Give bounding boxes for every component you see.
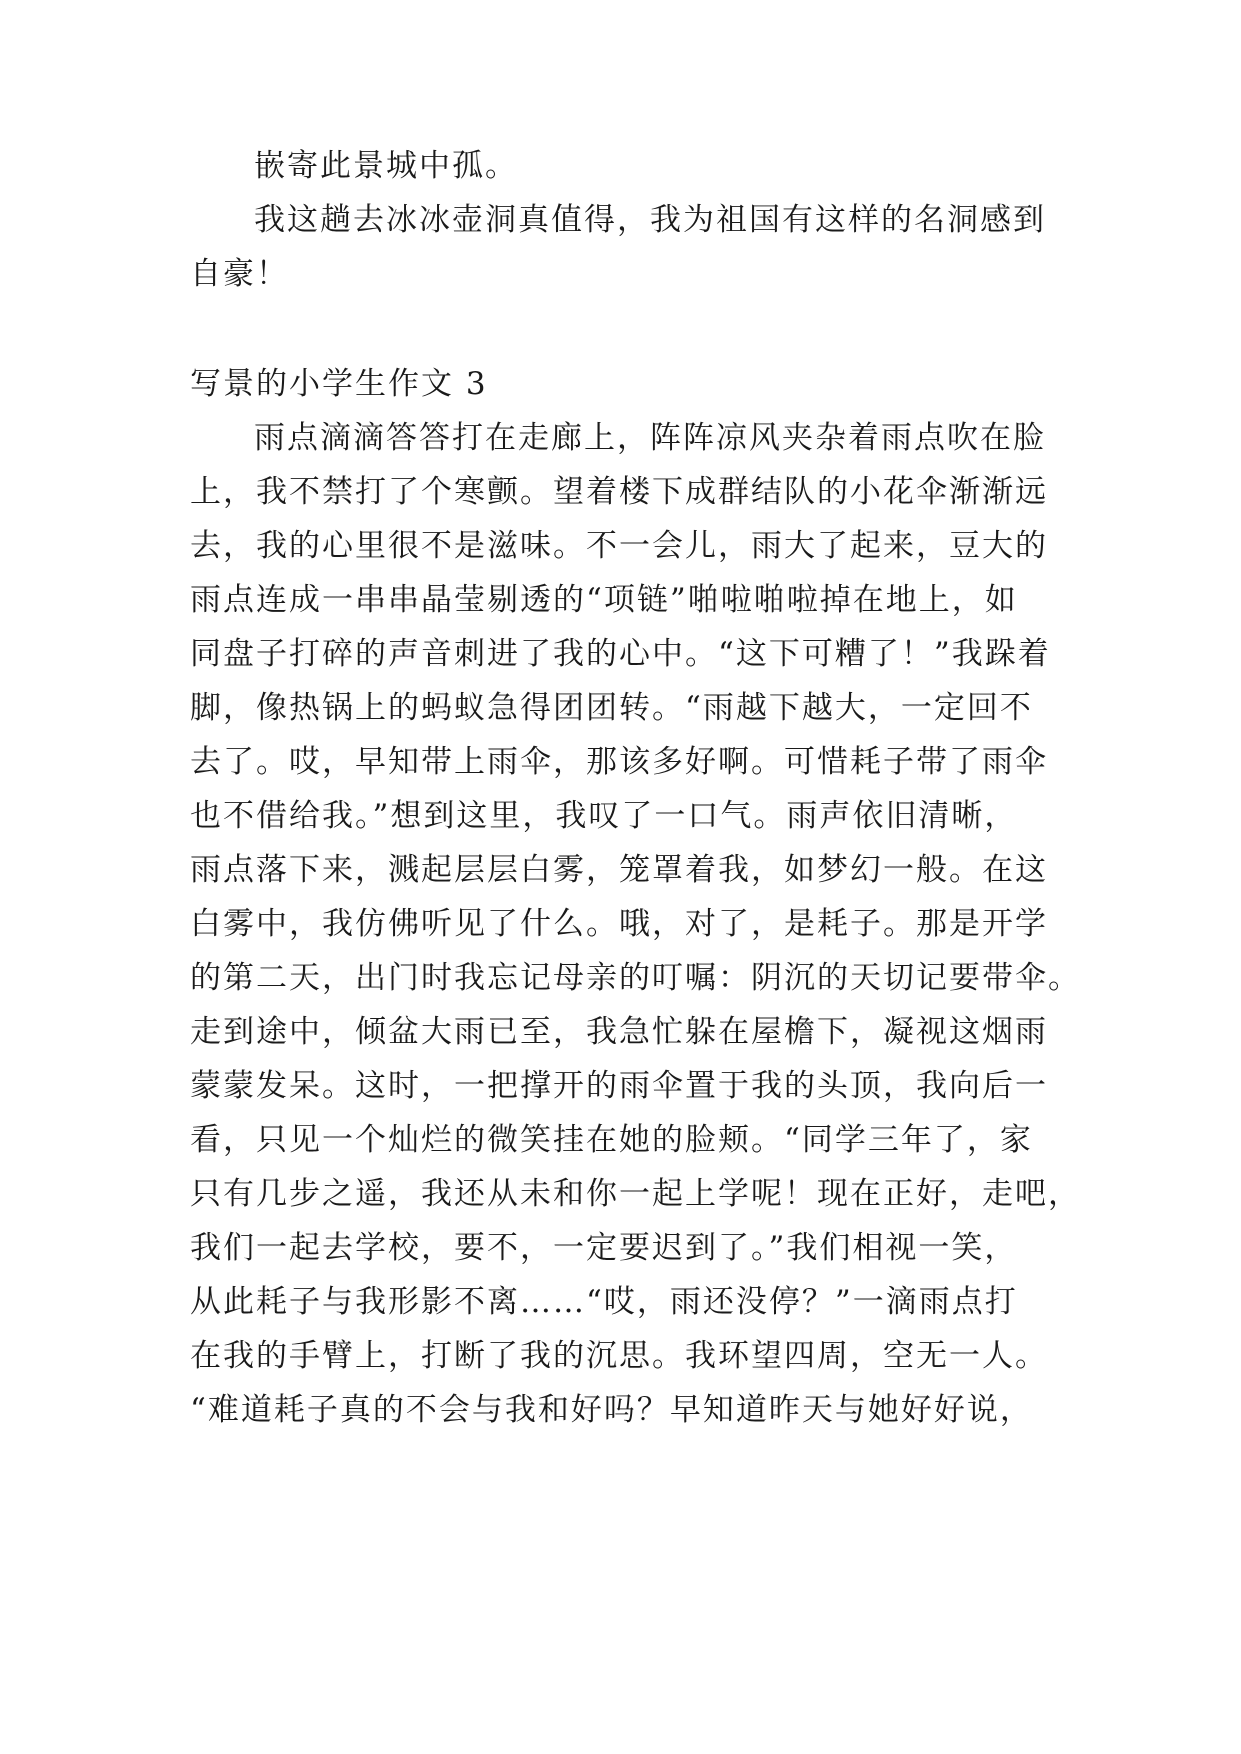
paragraph-line: 在我的手臂上，打断了我的沉思。我环望四周，空无一人。	[190, 1338, 1048, 1374]
paragraph-line: 去，我的心里很不是滋味。不一会儿，雨大了起来，豆大的	[190, 528, 1048, 564]
paragraph-line: “难道耗子真的不会与我和好吗？早知道昨天与她好好说，	[190, 1392, 1033, 1428]
paragraph-line: 雨点连成一串串晶莹剔透的“项链”啪啦啪啦掉在地上，如	[190, 582, 1018, 618]
paragraph-line: 从此耗子与我形影不离……“哎，雨还没停？”一滴雨点打	[190, 1284, 1018, 1320]
paragraph-line: 去了。哎，早知带上雨伞，那该多好啊。可惜耗子带了雨伞	[190, 744, 1048, 780]
paragraph-line: 同盘子打碎的声音刺进了我的心中。“这下可糟了！”我跺着	[190, 636, 1051, 672]
section-heading: 写景的小学生作文 3	[190, 366, 488, 402]
paragraph-line: 只有几步之遥，我还从未和你一起上学呢！现在正好，走吧，	[190, 1176, 1081, 1212]
paragraph-line: 的第二天，出门时我忘记母亲的叮嘱：阴沉的天切记要带伞。	[190, 960, 1081, 996]
paragraph-line: 蒙蒙发呆。这时，一把撑开的雨伞置于我的头顶，我向后一	[190, 1068, 1048, 1104]
paragraph-line: 看，只见一个灿烂的微笑挂在她的脸颊。“同学三年了，家	[190, 1122, 1033, 1158]
paragraph-line: 我们一起去学校，要不，一定要迟到了。”我们相视一笑，	[190, 1230, 1018, 1266]
paragraph-line: 走到途中，倾盆大雨已至，我急忙躲在屋檐下，凝视这烟雨	[190, 1014, 1048, 1050]
paragraph-line: 嵌寄此景城中孤。	[254, 148, 518, 184]
paragraph-line: 白雾中，我仿佛听见了什么。哦，对了，是耗子。那是开学	[190, 906, 1048, 942]
paragraph-line: 脚，像热锅上的蚂蚁急得团团转。“雨越下越大，一定回不	[190, 690, 1033, 726]
paragraph-line: 上，我不禁打了个寒颤。望着楼下成群结队的小花伞渐渐远	[190, 474, 1048, 510]
paragraph-line: 雨点滴滴答答打在走廊上，阵阵凉风夹杂着雨点吹在脸	[254, 420, 1046, 456]
paragraph-line: 我这趟去冰冰壶洞真值得，我为祖国有这样的名洞感到	[254, 202, 1046, 238]
paragraph-line: 自豪！	[190, 256, 289, 292]
paragraph-line: 也不借给我。”想到这里，我叹了一口气。雨声依旧清晰，	[190, 798, 1018, 834]
paragraph-line: 雨点落下来，溅起层层白雾，笼罩着我，如梦幻一般。在这	[190, 852, 1048, 888]
